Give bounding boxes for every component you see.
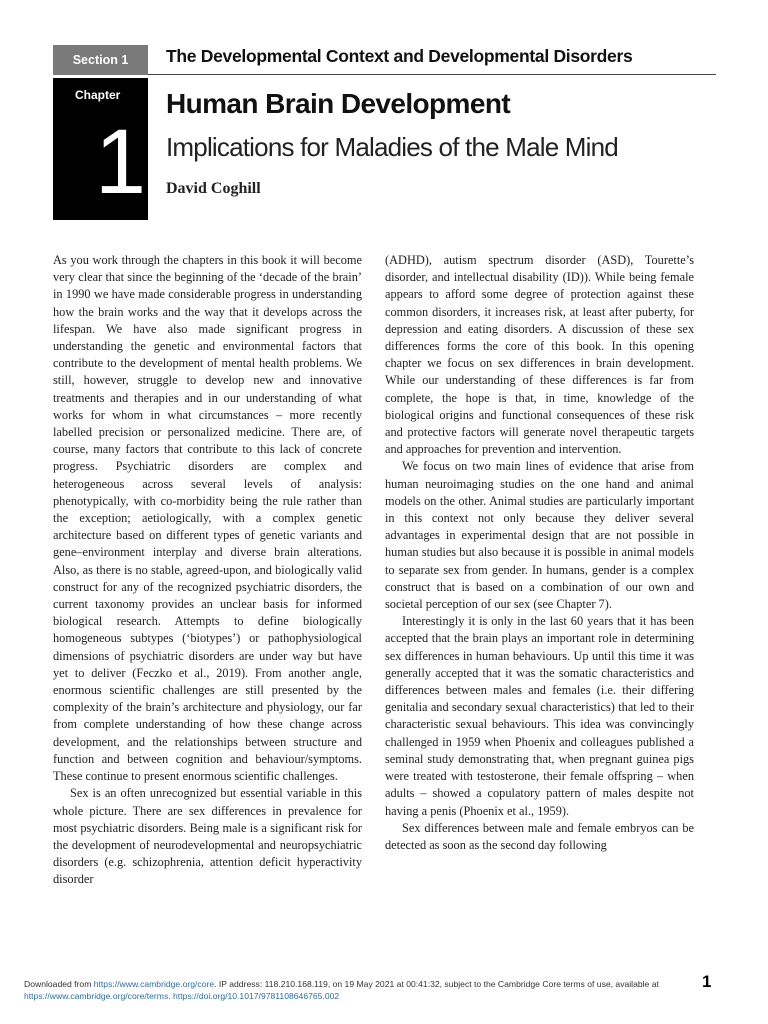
footer-text: . [168,991,174,1001]
section-label: Section 1 [53,45,148,75]
paragraph: Sex differences between male and female embryos can be detected as soon as the second day following [385,820,694,852]
chapter-label: Chapter [75,88,121,102]
paragraph: We focus on two main lines of evidence that arise from human neuroimaging studies on the one hand and animal models on the other. Animal studies are particularly important in this context not only because they deliver several advantages in experimental design that are not possible in human studies but also because it is possible in animal models to separate sex from gender. In humans, gender is a complex construct that is based on a combination of our own and societal perception of our sex (see Chapter 7). [385,459,694,612]
section-divider [148,74,716,75]
author: David Coghill [166,180,261,197]
page-number: 1 [702,972,712,991]
doi-link[interactable]: https://doi.org/10.1017/9781108646765.002 [173,991,340,1001]
section-title: The Developmental Context and Developmental Disorders [166,46,633,66]
download-notice [24,978,714,1002]
paragraph: Sex is an often unrecognized but essential variable in this whole picture. There are sex differences in prevalence for most psychiatric disorders. Being male is a significant risk for the development of neurodevelopmental and neuropsychiatric disorders (e.g. schizophrenia, attention deficit hyperactivity disorder [53,786,362,887]
body-column-left [53,252,362,889]
body-column-right [385,252,694,854]
core-link[interactable]: https://www.cambridge.org/core [93,979,215,989]
chapter-number: 1 [94,111,146,213]
terms-link[interactable]: https://www.cambridge.org/core/terms [24,991,169,1001]
footer-text: Downloaded from [24,979,94,989]
chapter-title: Human Brain Development [166,88,511,119]
chapter-subtitle: Implications for Maladies of the Male Mind [166,132,618,162]
chapter-block [53,78,148,220]
paragraph: As you work through the chapters in this book it will become very clear that since the beginning of the ‘decade of the brain’ in 1990 we have made considerable progress in understanding how the brain works and the way that it develops across the lifespan. We have also made significant progress in understanding the genetic and environmental factors that contribute to the development of mental health problems. We still, however, struggle to develop new and innovative treatments and therapies and in our understanding of what works for whom in what circumstances – more recently labelled precision or personalized medicine. There are, of course, many factors that contribute to this lack of concrete progress. Psychiatric disorders are complex and heterogeneous across several levels of analysis: phenotypically, with co-morbidity being the rule rather than the exception; aetiologically, with a complex genetic architecture based on different types of genetic variants and gene–environment interplay and diverse brain alterations. Also, as there is no stable, agreed-upon, and biologically valid construct for any of the recognized psychiatric disorders, the current taxonomy provides an unclear basis for informed biological research. Attempts to define biologically homogeneous subtypes (‘biotypes’) or pathophysiological dimensions of psychiatric disorders are under way but have yet to deliver (Feczko et al., 2019). From another angle, enormous scientific challenges are still presented by the complexity of the brain’s architecture and physiology, our far from complete understanding of how these change across development, and the relationships between structure and function and between cognition and behaviour/symptoms. These continue to present enormous scientific challenges. [53,253,362,784]
footer-text: . IP address: 118.210.168.119, on 19 May 2021 at 00:41:32, subject to the Cambridge Core terms of use, available at [214,979,659,989]
paragraph: (ADHD), autism spectrum disorder (ASD), Tourette’s disorder, and intellectual disability (ID)). While being female appears to afford some degree of protection against these common disorders, it increases risk, at least after puberty, for depression and eating disorders. A discussion of these sex differences forms the core of this book. In this opening chapter we focus on sex differences in brain development. While our understanding of these differences is far from complete, the hope is that, in time, knowledge of the biological origins and functional consequences of these risk and protective factors will generate novel therapeutic targets and approaches for prevention and intervention. [385,253,694,457]
paragraph: Interestingly it is only in the last 60 years that it has been accepted that the brain plays an important role in determining sex differences in human behaviours. Up until this time it was generally accepted that it was the somatic characteristics and differences between males and females (i.e. their differing genitalia and secondary sexual characteristics) that led to their characteristic sexual behaviours. This idea was convincingly challenged in 1959 when Phoenix and colleagues published a seminal study demonstrating that, when pregnant guinea pigs were treated with testosterone, their female offspring – when adults – showed a copulatory pattern of males despite not having a penis (Phoenix et al., 1959). [385,614,694,818]
